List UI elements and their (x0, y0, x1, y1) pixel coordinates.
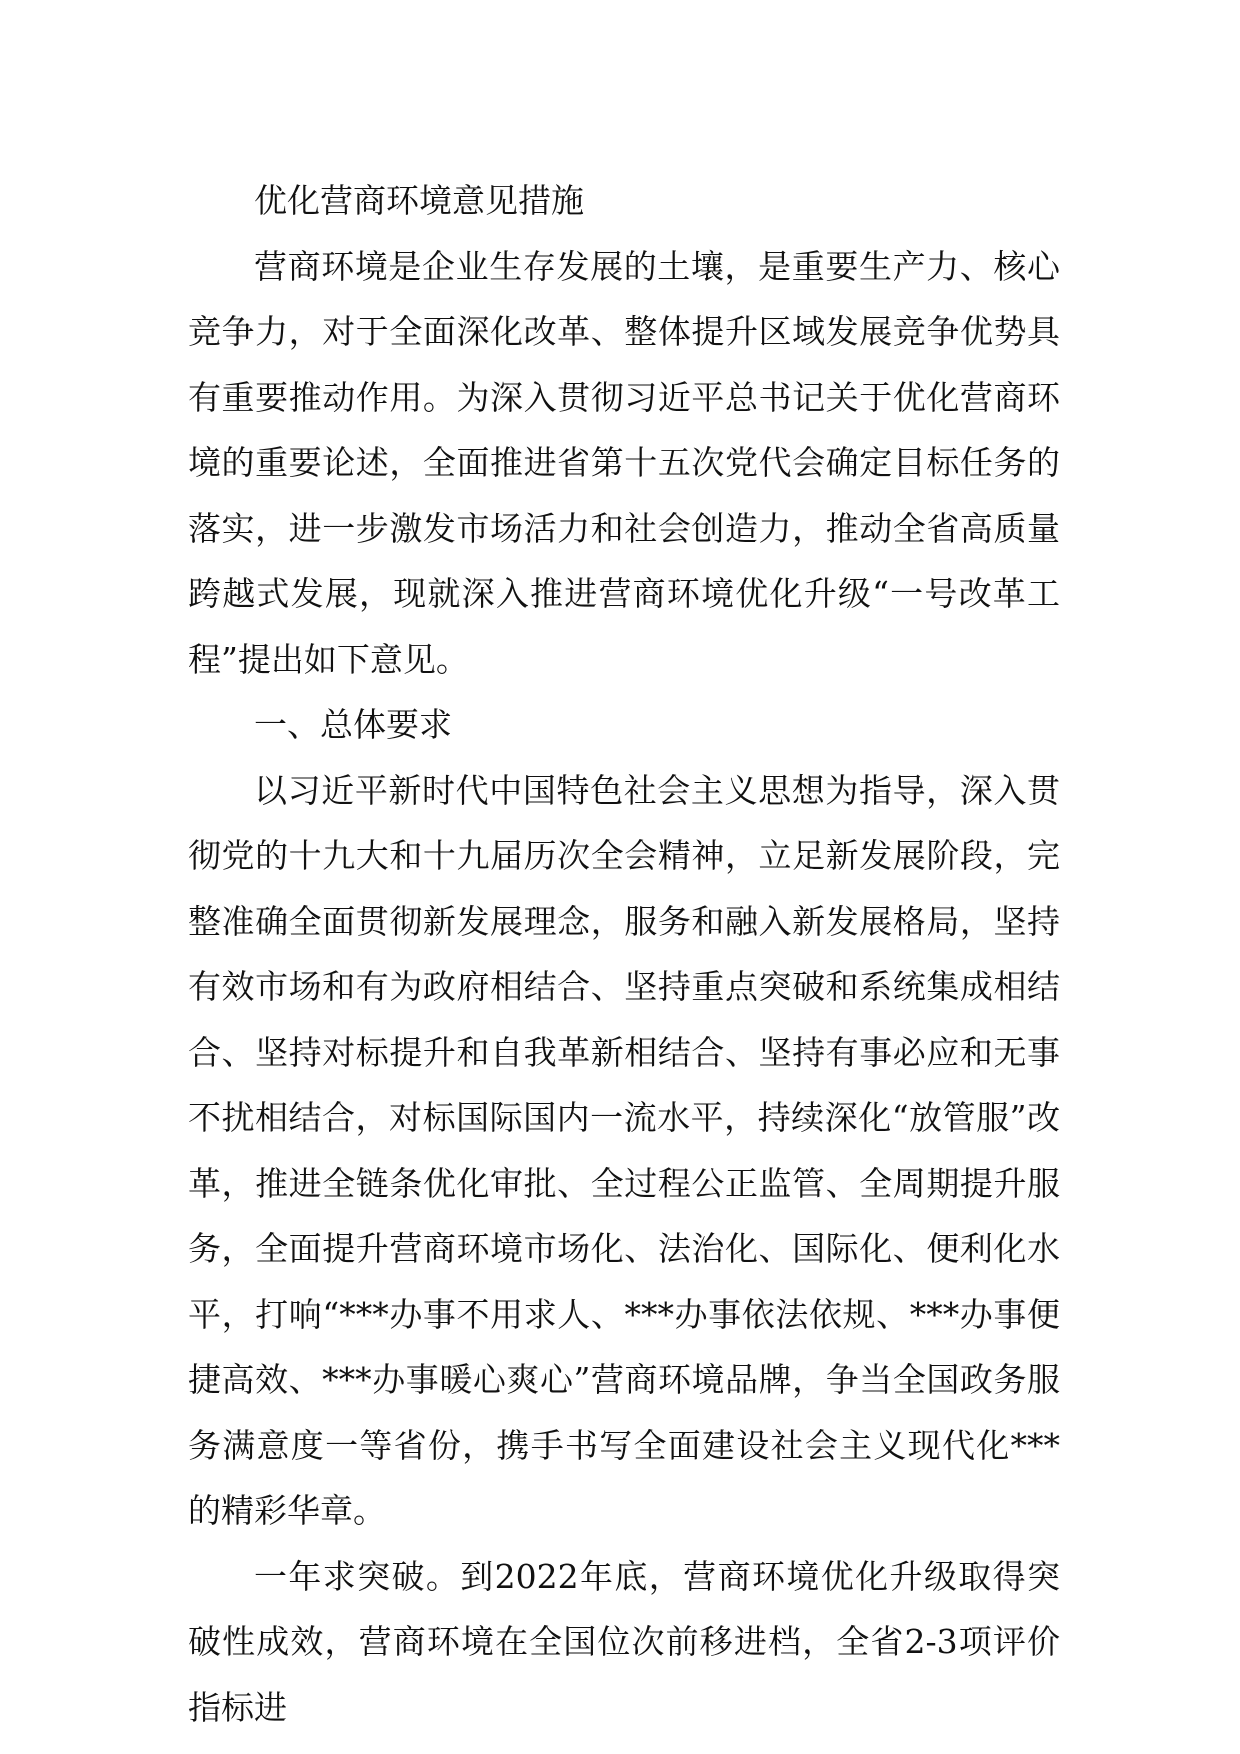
document-body (188, 168, 1060, 1740)
section-heading-general-requirements: 一、总体要求 (254, 705, 452, 744)
guiding-principles-paragraph: 以习近平新时代中国特色社会主义思想为指导，深入贯彻党的十九大和十九届历次全会精神，立足新发展阶段，完整准确全面贯彻新发展理念，服务和融入新发展格局，坚持有效市场和有为政府相结合、坚持重点突破和系统集成相结合、坚持对标提升和自我革新相结合、坚持有事必应和无事不扰相结合，对标国际国内一流水平，持续深化“放管服”改革，推进全链条优化审批、全过程公正监管、全周期提升服务，全面提升营商环境市场化、法治化、国际化、便利化水平，打响“***办事不用求人、***办事依法依规、***办事便捷高效、***办事暖心爽心”营商环境品牌，争当全国政务服务满意度一等省份，携手书写全面建设社会主义现代化***的精彩华章。 (188, 770, 1060, 1530)
intro-paragraph: 营商环境是企业生存发展的土壤，是重要生产力、核心竞争力，对于全面深化改革、整体提升区域发展竞争优势具有重要推动作用。为深入贯彻习近平总书记关于优化营商环境的重要论述，全面推进省第十五次党代会确定目标任务的落实，进一步激发市场活力和社会创造力，推动全省高质量跨越式发展，现就深入推进营商环境优化升级“一号改革工程”提出如下意见。 (188, 246, 1060, 679)
document-title: 优化营商环境意见措施 (254, 181, 584, 220)
one-year-goal-paragraph: 一年求突破。到2022年底，营商环境优化升级取得突破性成效，营商环境在全国位次前移进档，全省2-3项评价指标进 (188, 1556, 1060, 1727)
